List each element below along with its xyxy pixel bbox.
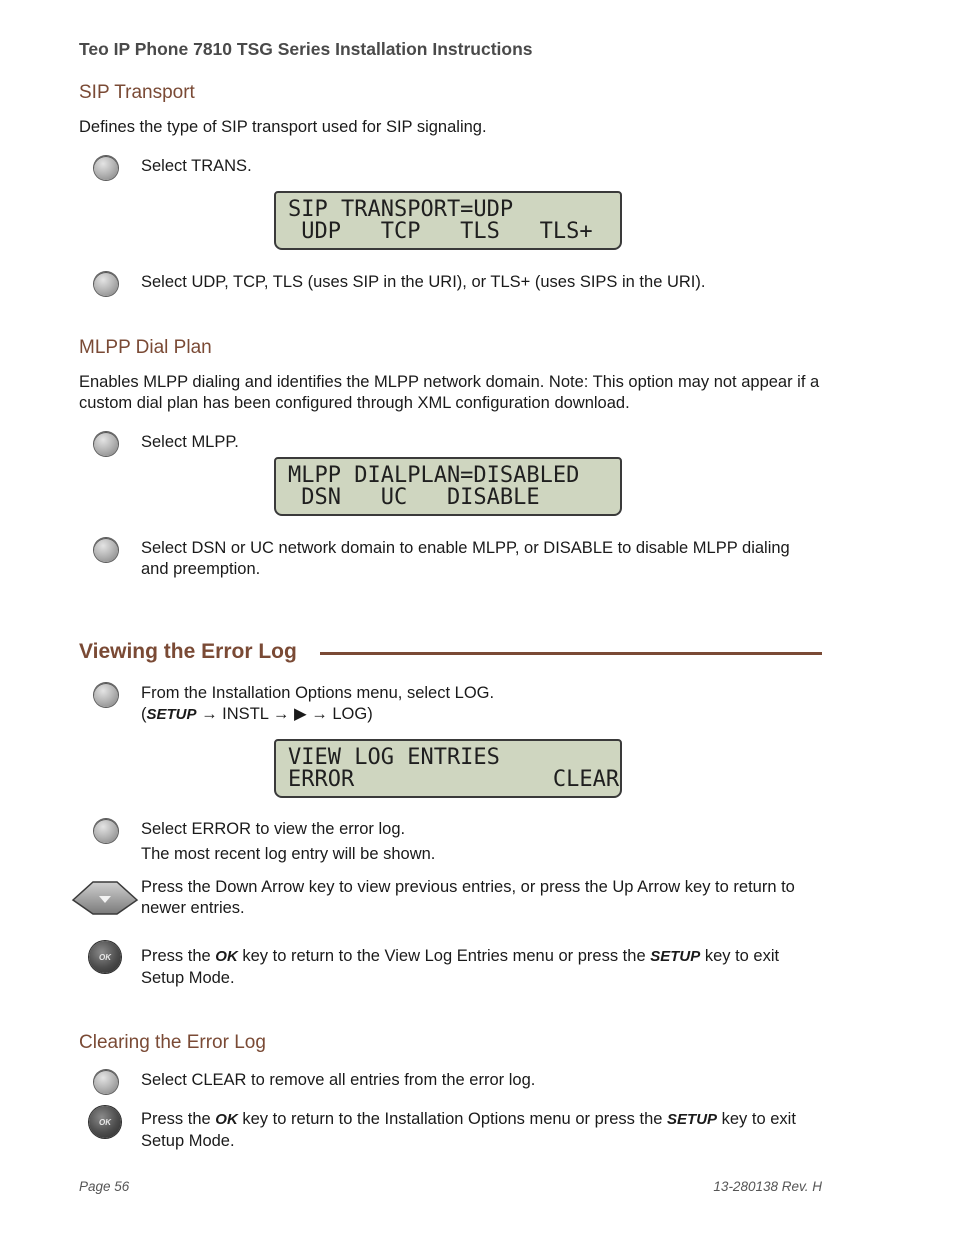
text: key to exit Setup Mode. — [141, 947, 780, 987]
softkey-button-icon — [94, 819, 118, 843]
error-log-step-ok-setup — [141, 946, 821, 988]
lcd-display-sip-transport — [274, 191, 622, 250]
setup-key-label: SETUP — [146, 705, 197, 723]
text: key to exit Setup Mode. — [141, 1110, 796, 1150]
softkey-button-icon — [94, 538, 118, 562]
text: key to return to the Installation Options menu or press the — [237, 1110, 668, 1128]
mlpp-intro: Enables MLPP dialing and identifies the MLPP network domain. Note: This option may not appear if a custom dial plan has been configured through XML configuration download. — [79, 373, 820, 412]
text: Press the — [141, 1110, 216, 1128]
setup-key-label: SETUP — [650, 948, 701, 965]
ok-key-icon: OK — [89, 941, 121, 973]
clear-log-step-select-clear: Select CLEAR to remove all entries from the error log. — [141, 1071, 536, 1089]
clear-log-heading: Clearing the Error Log — [79, 1032, 266, 1053]
path-open: ( — [141, 704, 147, 723]
clear-log-step-ok-setup — [141, 1109, 821, 1151]
softkey-button-icon — [94, 432, 118, 456]
sip-transport-heading: SIP Transport — [79, 82, 195, 103]
menu-path — [141, 704, 821, 726]
lcd-line-1: MLPP DIALPLAN=DISABLED — [288, 463, 580, 488]
text: Press the — [141, 947, 216, 965]
softkey-button-icon — [94, 156, 118, 180]
mlpp-step-select-domain: Select DSN or UC network domain to enable MLPP, or DISABLE to disable MLPP dialing and preemption. — [141, 539, 790, 578]
step-line: From the Installation Options menu, select LOG. — [141, 684, 495, 702]
lcd-line-2: DSN UC DISABLE — [288, 485, 540, 510]
error-log-step-select-log — [141, 683, 821, 725]
page-number: Page 56 — [79, 1179, 130, 1194]
sip-transport-intro: Defines the type of SIP transport used for SIP signaling. — [79, 118, 487, 136]
down-arrow-key-icon — [71, 880, 139, 916]
softkey-button-icon — [94, 683, 118, 707]
lcd-line-2: ERROR CLEAR — [288, 767, 620, 792]
lcd-display-view-log — [274, 739, 622, 798]
sip-step-select-trans: Select TRANS. — [141, 157, 252, 175]
sip-step-select-transport: Select UDP, TCP, TLS (uses SIP in the URI), or TLS+ (uses SIPS in the URI). — [141, 273, 706, 291]
mlpp-step-select-mlpp: Select MLPP. — [141, 433, 239, 451]
lcd-display-mlpp — [274, 457, 622, 516]
error-log-step-note: The most recent log entry will be shown. — [141, 845, 436, 863]
document-number: 13-280138 Rev. H — [713, 1179, 822, 1194]
setup-key-label: SETUP — [667, 1111, 718, 1128]
lcd-line-2: UDP TCP TLS TLS+ — [288, 219, 593, 244]
softkey-button-icon — [94, 1070, 118, 1094]
mlpp-heading: MLPP Dial Plan — [79, 337, 212, 358]
softkey-button-icon — [94, 272, 118, 296]
text: key to return to the View Log Entries menu or press the — [237, 947, 651, 965]
document-title: Teo IP Phone 7810 TSG Series Installation Instructions — [79, 39, 533, 59]
ok-key-label: OK — [215, 1111, 238, 1128]
error-log-step-select-error: Select ERROR to view the error log. — [141, 820, 406, 838]
path-rest: → INSTL → ▶ → LOG) — [196, 704, 373, 723]
error-log-heading: Viewing the Error Log — [79, 640, 297, 663]
ok-key-label: OK — [215, 948, 238, 965]
heading-rule — [320, 652, 822, 655]
ok-key-icon: OK — [89, 1106, 121, 1138]
lcd-line-1: VIEW LOG ENTRIES — [288, 745, 500, 770]
lcd-line-1: SIP TRANSPORT=UDP — [288, 197, 514, 222]
error-log-step-arrow-keys: Press the Down Arrow key to view previous entries, or press the Up Arrow key to return to newer entries. — [141, 878, 795, 917]
